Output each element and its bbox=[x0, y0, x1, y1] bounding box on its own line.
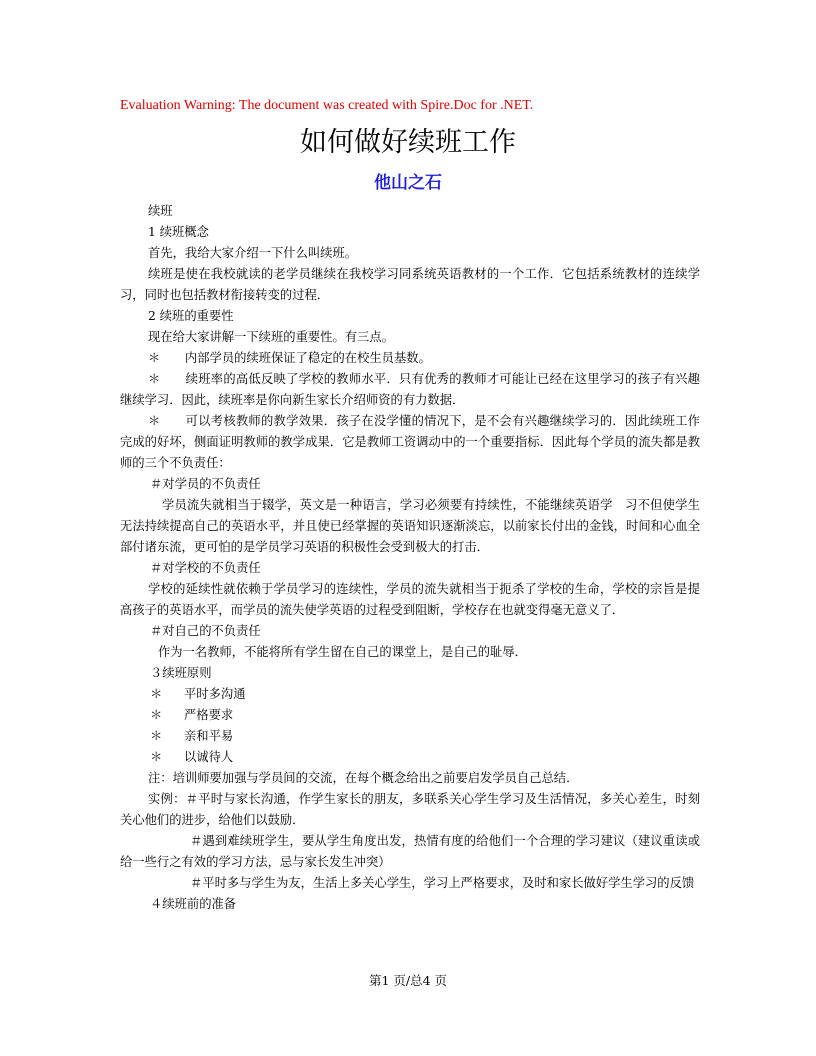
example-paragraph: ＃平时多与学生为友，生活上多关心学生，学习上严格要求，及时和家长做好学生学习的反馈 bbox=[190, 876, 695, 890]
example-paragraph: ＃遇到难续班学生，要从学生角度出发，热情有度的给他们一个合理的学习建议（建议重读或给一些行之有效的学习方法，忌与家长发生冲突） bbox=[120, 834, 700, 869]
paragraph: 作为一名教师，不能将所有学生留在自己的课堂上，是自己的耻辱． bbox=[158, 645, 527, 659]
document-title: 如何做好续班工作 bbox=[300, 127, 516, 158]
bullet-symbol: ＊ bbox=[150, 729, 163, 743]
paragraph: 学校的延续性就依赖于学员学习的连续性，学员的流失就相当于扼杀了学校的生命，学校的宗旨是提高孩子的英语水平，而学员的流失使学英语的过程受到阻断，学校存在也就变得毫无意义了． bbox=[120, 582, 700, 617]
example-paragraph: 实例：＃平时与家长沟通，作学生家长的朋友，多联系关心学生学习及生活情况，多关心差生，时刻关心他们的进步，给他们以鼓励． bbox=[120, 792, 700, 827]
bullet-symbol: ＊ bbox=[148, 372, 161, 386]
document-subtitle: 他山之石 bbox=[374, 173, 442, 193]
bullet-symbol: ＊ bbox=[150, 687, 163, 701]
bullet-symbol: ＊ bbox=[148, 351, 161, 365]
bullet-item: ＊ 平时多沟通 bbox=[120, 684, 700, 705]
section-heading: 续班 bbox=[148, 204, 173, 218]
sub-heading: ＃对学校的不负责任 bbox=[150, 561, 261, 575]
section-heading: 2 续班的重要性 bbox=[148, 309, 234, 323]
page-footer: 第1 页/总4 页 bbox=[368, 973, 448, 988]
section-heading: ４续班前的准备 bbox=[150, 897, 237, 911]
bullet-item: ＊ 以诚待人 bbox=[120, 747, 700, 768]
bullet-symbol: ＊ bbox=[148, 414, 161, 428]
note-paragraph: 注：培训师要加强与学员间的交流，在每个概念给出之前要启发学员自己总结． bbox=[148, 771, 579, 785]
sub-heading: ＃对自己的不负责任 bbox=[150, 624, 261, 638]
bullet-paragraph: ＊ 可以考核教师的教学效果．孩子在没学懂的情况下，是不会有兴趣继续学习的．因此续班工作完成的好坏，侧面证明教师的教学成果．它是教师工资调动中的一个重要指标．因此每个学员的流失都是教师的三个不负责任： bbox=[120, 414, 700, 470]
paragraph: 首先，我给大家介绍一下什么叫续班。 bbox=[148, 246, 358, 260]
sub-heading: ＃对学员的不负责任 bbox=[150, 477, 261, 491]
bullet-paragraph: ＊ 续班率的高低反映了学校的教师水平．只有优秀的教师才可能让已经在这里学习的孩子有兴趣继续学习．因此，续班率是你向新生家长介绍师资的有力数据． bbox=[120, 372, 700, 407]
bullet-paragraph: ＊ 内部学员的续班保证了稳定的在校生员基数。 bbox=[148, 351, 431, 365]
bullet-item: ＊ 严格要求 bbox=[120, 705, 700, 726]
paragraph: 续班是使在我校就读的老学员继续在我校学习同系统英语教材的一个工作．它包括系统教材的连续学习，同时也包括教材衔接转变的过程． bbox=[120, 267, 700, 302]
bullet-symbol: ＊ bbox=[150, 708, 163, 722]
paragraph: 现在给大家讲解一下续班的重要性。有三点。 bbox=[148, 330, 394, 344]
document-body bbox=[120, 201, 700, 915]
evaluation-warning: Evaluation Warning: The document was created with Spire.Doc for .NET. bbox=[120, 98, 534, 113]
bullet-item: ＊ 亲和平易 bbox=[120, 726, 700, 747]
section-heading: 1 续班概念 bbox=[148, 225, 209, 239]
bullet-symbol: ＊ bbox=[150, 750, 163, 764]
paragraph: 学员流失就相当于辍学，英文是一种语言，学习必须要有持续性，不能继续英语学 习不但使学生无法持续提高自己的英语水平，并且使已经掌握的英语知识逐渐淡忘，以前家长付出的金钱，时间和心血全部付诸东流，更可怕的是学员学习英语的积极性会受到极大的打击． bbox=[120, 498, 700, 554]
section-heading: ３续班原则 bbox=[150, 666, 212, 680]
